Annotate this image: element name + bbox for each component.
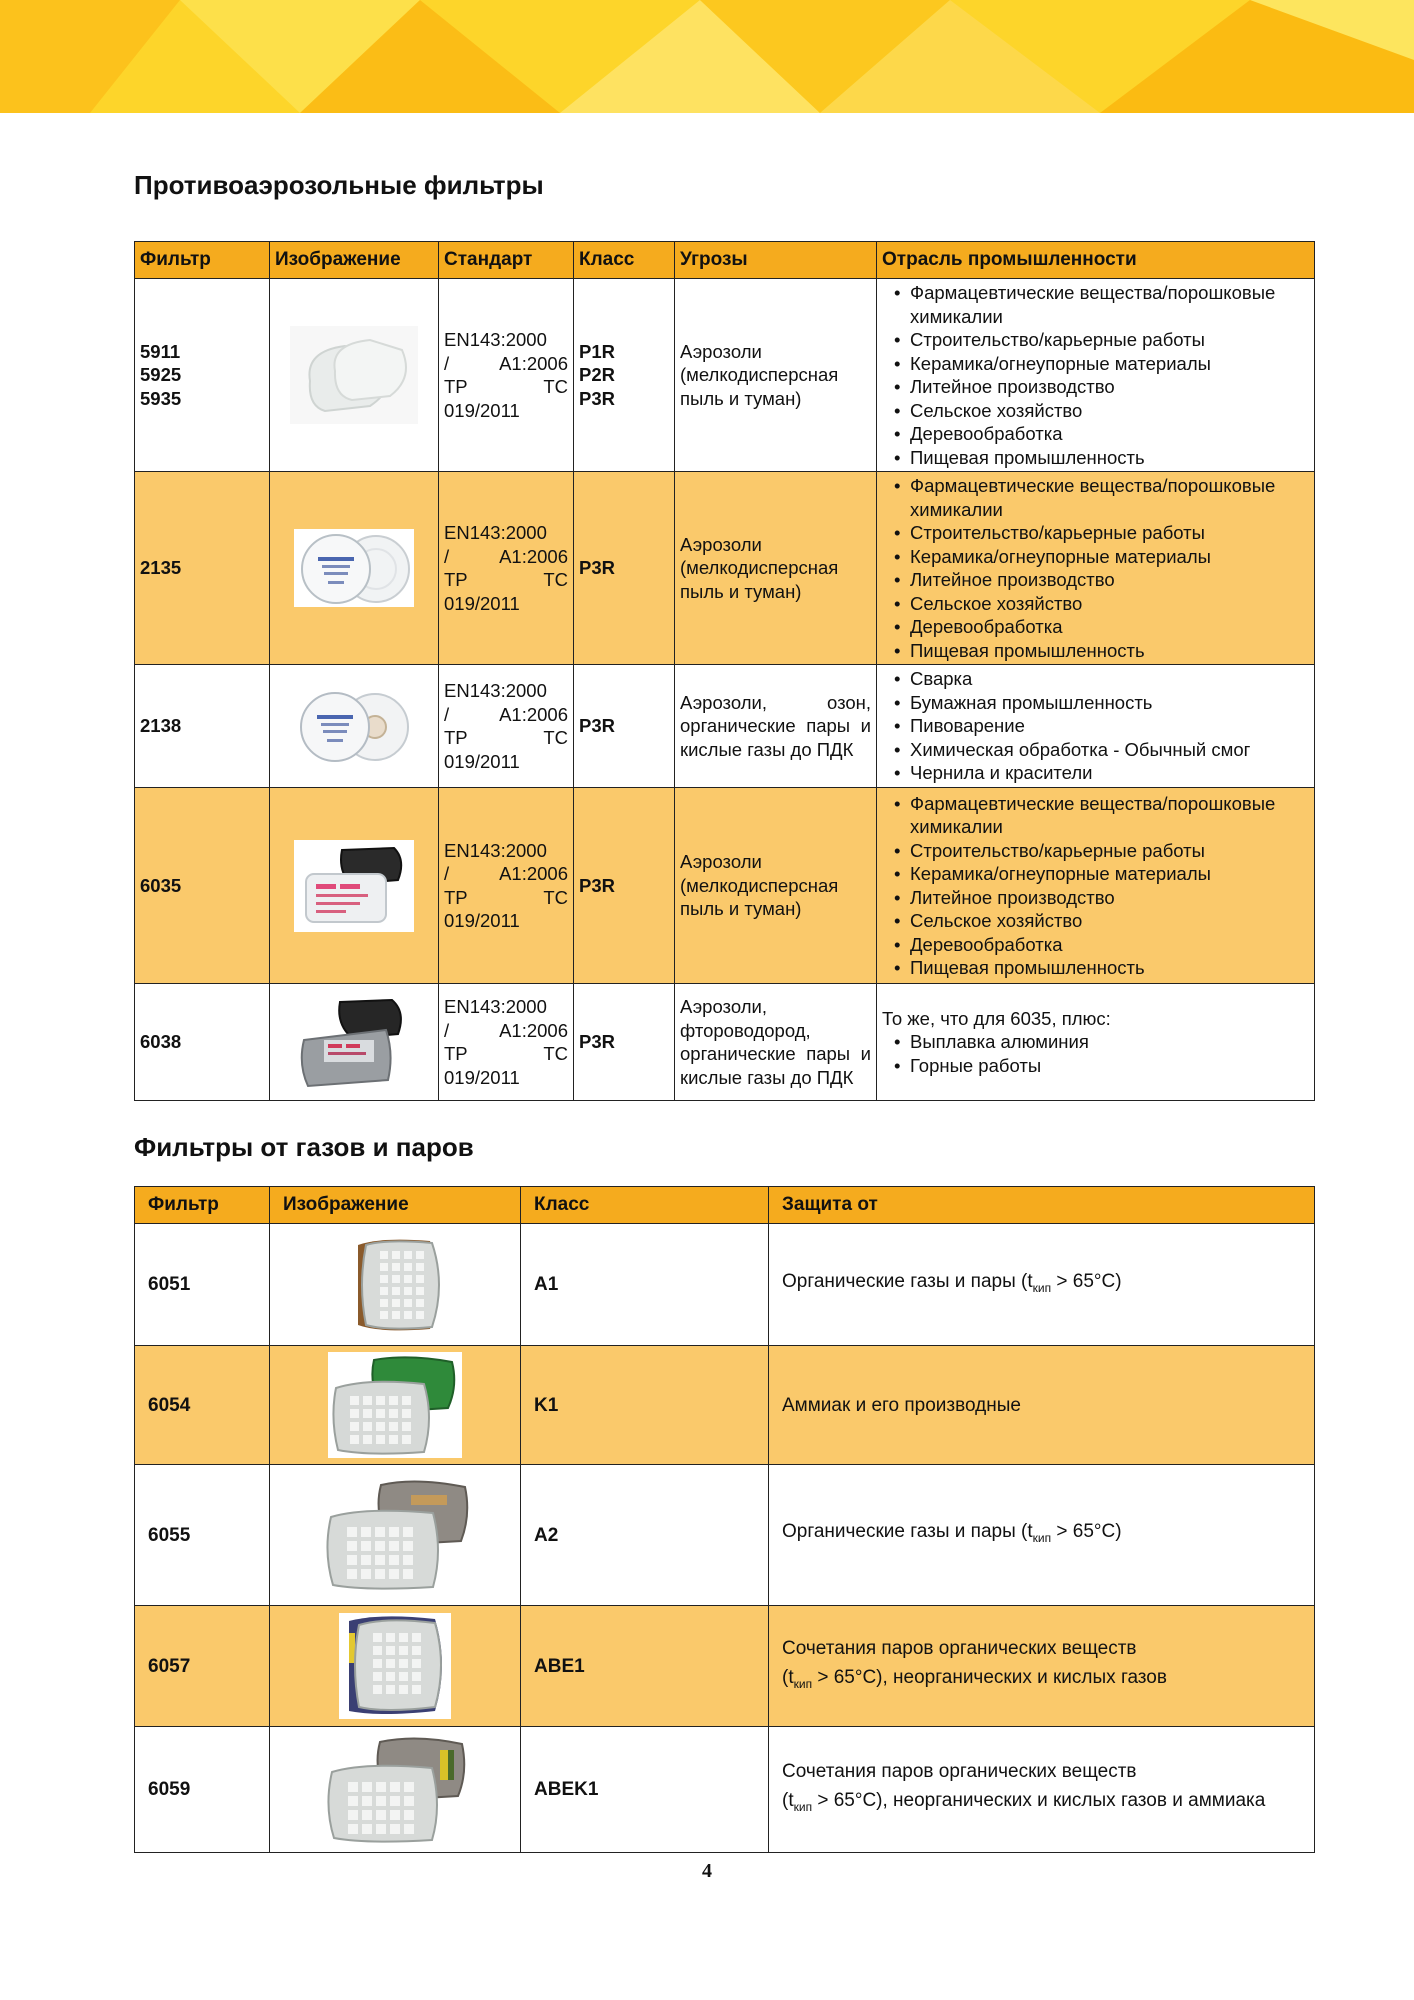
list-item: • Строительство/карьерные работы	[910, 521, 1309, 545]
threat-cell: Аэрозоли (мелкодисперсная пыль и туман)	[675, 279, 877, 472]
list-item: • Сварка	[910, 667, 1309, 691]
list-item: • Сельское хозяйство	[910, 909, 1309, 933]
list-item: • Пивоварение	[910, 714, 1309, 738]
class-cell: ABEK1	[521, 1727, 769, 1853]
page-number: 4	[702, 1860, 712, 1882]
table-row	[135, 1727, 1315, 1853]
list-item: • Пищевая промышленность	[910, 956, 1309, 980]
protection-cell: Органические газы и пары $(t_{кип} > 65^\circ C)$	[769, 1224, 1315, 1346]
col-header-industry: Отрасль промышленности	[877, 242, 1315, 279]
image-cell	[270, 472, 439, 665]
class-cell: P3R	[574, 984, 675, 1101]
image-cell	[270, 788, 439, 984]
round-disc-filter-ozone-image	[295, 687, 413, 765]
threat-cell: Аэрозоли (мелкодисперсная пыль и туман)	[675, 472, 877, 665]
class-cell: A2	[521, 1465, 769, 1606]
class-cell: P1R P2R P3R	[574, 279, 675, 472]
filter-cell: 6057	[135, 1606, 270, 1727]
image-cell	[270, 1346, 521, 1465]
list-item: • Фармацевтические вещества/порошковые химикалии	[910, 281, 1309, 328]
threat-cell: Аэрозоли (мелкодисперсная пыль и туман)	[675, 788, 877, 984]
threat-cell: Аэрозоли, фтороводород, органические пары и кислые газы до ПДК	[675, 984, 877, 1101]
list-item: • Сельское хозяйство	[910, 592, 1309, 616]
protection-cell: Органические газы и пары $(t_{кип} > 65^\circ C)$	[769, 1465, 1315, 1606]
top-banner	[0, 0, 1414, 113]
list-item: • Деревообработка	[910, 933, 1309, 957]
list-item: • Горные работы	[910, 1054, 1309, 1078]
image-cell	[270, 984, 439, 1101]
filter-cell: 5911 5925 5935	[135, 279, 270, 472]
table-row	[135, 472, 1315, 665]
list-item: • Литейное производство	[910, 568, 1309, 592]
industry-cell	[877, 984, 1315, 1101]
filter-cell: 6059	[135, 1727, 270, 1853]
table-header-row	[135, 242, 1315, 279]
image-cell	[270, 279, 439, 472]
image-cell	[270, 665, 439, 788]
list-item: • Деревообработка	[910, 422, 1309, 446]
list-item: • Строительство/карьерные работы	[910, 839, 1309, 863]
table-row	[135, 984, 1315, 1101]
filter-cell: 6054	[135, 1346, 270, 1465]
image-cell	[270, 1224, 521, 1346]
protection-cell: Сочетания паров органических веществ $(t_{кип} > 65^\circ C)$, неорганических и кислых газов и аммиака	[769, 1727, 1315, 1853]
list-item: • Сельское хозяйство	[910, 399, 1309, 423]
pink-cartridge-filter-image	[294, 840, 414, 932]
gas-cartridge-image	[340, 1235, 450, 1335]
class-cell: P3R	[574, 472, 675, 665]
table-row	[135, 1465, 1315, 1606]
industry-cell	[877, 788, 1315, 984]
list-item: • Химическая обработка - Обычный смог	[910, 738, 1309, 762]
filter-cell: 6038	[135, 984, 270, 1101]
list-item: • Бумажная промышленность	[910, 691, 1309, 715]
col-header-threats: Угрозы	[675, 242, 877, 279]
aerosol-section-title: Противоаэрозольные фильтры	[134, 170, 544, 200]
list-item: • Керамика/огнеупорные материалы	[910, 545, 1309, 569]
image-cell	[270, 1465, 521, 1606]
list-item: • Строительство/карьерные работы	[910, 328, 1309, 352]
industry-cell	[877, 279, 1315, 472]
table-row	[135, 1346, 1315, 1465]
table-row	[135, 788, 1315, 984]
list-item: • Пищевая промышленность	[910, 446, 1309, 470]
col-header-class: Класс	[574, 242, 675, 279]
gas-filters-table	[134, 1186, 1315, 1853]
standard-cell: EN143:2000 / A1:2006 ТР ТС 019/2011	[439, 279, 574, 472]
table-header-row	[135, 1187, 1315, 1224]
list-item: • Керамика/огнеупорные материалы	[910, 862, 1309, 886]
standard-cell: EN143:2000 / A1:2006 ТР ТС 019/2011	[439, 665, 574, 788]
standard-cell: EN143:2000 / A1:2006 ТР ТС 019/2011	[439, 472, 574, 665]
col-header-image: Изображение	[270, 242, 439, 279]
list-item: • Пищевая промышленность	[910, 639, 1309, 663]
standard-cell: EN143:2000 / A1:2006 ТР ТС 019/2011	[439, 984, 574, 1101]
filter-cell: 6055	[135, 1465, 270, 1606]
threat-cell: Аэрозоли, озон, органические пары и кислые газы до ПДК	[675, 665, 877, 788]
white-pad-filter-image	[290, 326, 418, 424]
class-cell: ABE1	[521, 1606, 769, 1727]
col-header-filter: Фильтр	[135, 242, 270, 279]
list-item: • Фармацевтические вещества/порошковые химикалии	[910, 792, 1309, 839]
aerosol-filters-table	[134, 241, 1315, 1101]
col-header-protection: Защита от	[769, 1187, 1315, 1224]
industry-intro: То же, что для 6035, плюс:	[882, 1007, 1111, 1029]
image-cell	[270, 1727, 521, 1853]
filter-cell: 2138	[135, 665, 270, 788]
protection-cell: Аммиак и его производные	[769, 1346, 1315, 1465]
col-header-standard: Стандарт	[439, 242, 574, 279]
list-item: • Литейное производство	[910, 886, 1309, 910]
class-cell: P3R	[574, 665, 675, 788]
col-header-filter: Фильтр	[135, 1187, 270, 1224]
protection-cell: Сочетания паров органических веществ $(t_{кип} > 65^\circ C)$, неорганических и кислых газов	[769, 1606, 1315, 1727]
image-cell	[270, 1606, 521, 1727]
round-disc-filter-image	[294, 529, 414, 607]
industry-cell	[877, 472, 1315, 665]
table-row	[135, 1224, 1315, 1346]
list-item: • Деревообработка	[910, 615, 1309, 639]
list-item: • Чернила и красители	[910, 761, 1309, 785]
list-item: • Керамика/огнеупорные материалы	[910, 352, 1309, 376]
list-item: • Выплавка алюминия	[910, 1030, 1309, 1054]
gas-cartridge-image	[315, 1475, 475, 1595]
filter-cell: 2135	[135, 472, 270, 665]
table-row	[135, 279, 1315, 472]
gas-cartridge-image	[328, 1352, 462, 1458]
gas-cartridge-image	[320, 1732, 470, 1848]
filter-cell: 6051	[135, 1224, 270, 1346]
table-row	[135, 1606, 1315, 1727]
filter-cell: 6035	[135, 788, 270, 984]
class-cell: A1	[521, 1224, 769, 1346]
class-cell: P3R	[574, 788, 675, 984]
table-row	[135, 665, 1315, 788]
gas-section-title: Фильтры от газов и паров	[134, 1132, 474, 1162]
list-item: • Литейное производство	[910, 375, 1309, 399]
grey-cartridge-filter-image	[294, 994, 414, 1090]
class-cell: K1	[521, 1346, 769, 1465]
industry-cell	[877, 665, 1315, 788]
gas-cartridge-image	[339, 1613, 451, 1719]
list-item: • Фармацевтические вещества/порошковые химикалии	[910, 474, 1309, 521]
standard-cell: EN143:2000 / A1:2006 ТР ТС 019/2011	[439, 788, 574, 984]
col-header-class: Класс	[521, 1187, 769, 1224]
col-header-image: Изображение	[270, 1187, 521, 1224]
